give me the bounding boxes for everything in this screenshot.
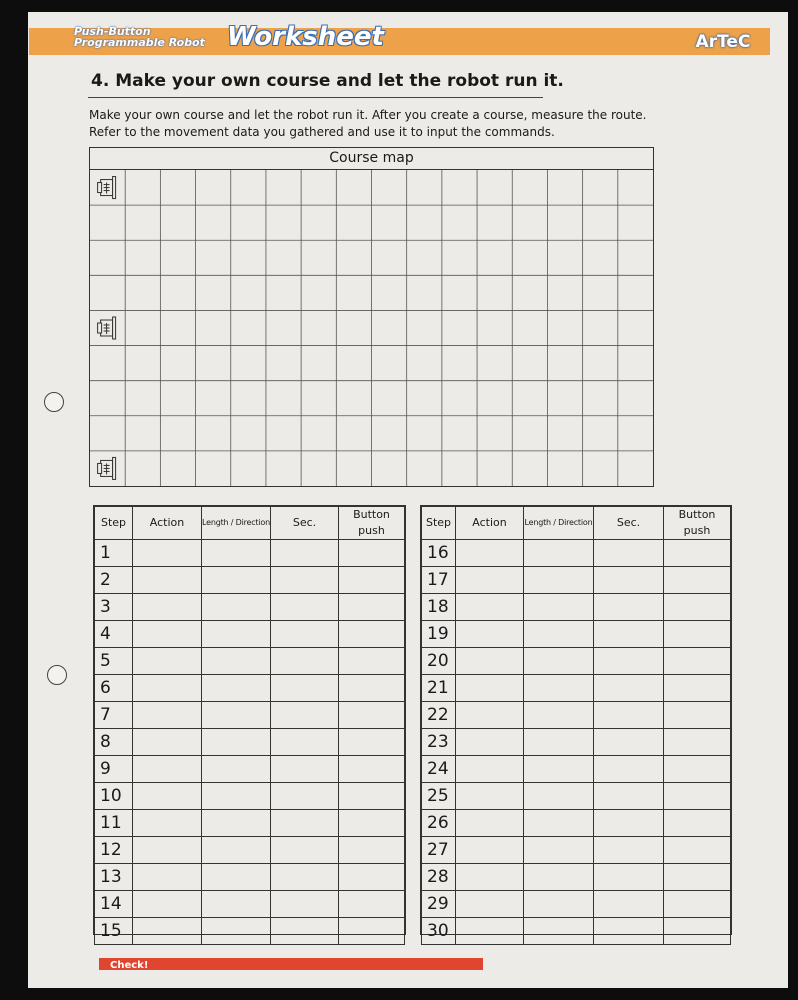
button-push-cell[interactable] (664, 783, 731, 810)
sec-cell[interactable] (271, 540, 339, 567)
table-row (95, 729, 405, 756)
sec-cell[interactable] (271, 837, 339, 864)
step-number: 11 (95, 810, 133, 837)
instruction-line-1: Make your own course and let the robot run it. After you create a course, measure the route. (89, 108, 647, 122)
action-cell[interactable] (133, 864, 202, 891)
action-cell[interactable] (133, 756, 202, 783)
step-number: 19 (422, 621, 456, 648)
action-cell[interactable] (133, 810, 202, 837)
button-push-cell[interactable] (339, 594, 405, 621)
step-number: 20 (422, 648, 456, 675)
table-row (422, 648, 731, 675)
table-header-row (422, 507, 731, 540)
button-push-cell[interactable] (664, 729, 731, 756)
table-row (95, 540, 405, 567)
length-direction-cell[interactable] (202, 891, 271, 918)
sec-cell[interactable] (594, 756, 664, 783)
action-cell[interactable] (133, 891, 202, 918)
table-row (95, 891, 405, 918)
sec-cell[interactable] (594, 729, 664, 756)
step-number: 21 (422, 675, 456, 702)
length-direction-cell[interactable] (524, 918, 594, 945)
step-number: 6 (95, 675, 133, 702)
length-direction-cell[interactable] (202, 783, 271, 810)
table-row (95, 810, 405, 837)
action-cell[interactable] (456, 918, 524, 945)
length-direction-cell[interactable] (202, 837, 271, 864)
length-direction-cell[interactable] (202, 594, 271, 621)
button-push-cell[interactable] (664, 648, 731, 675)
table-row (422, 675, 731, 702)
table-row (422, 891, 731, 918)
heading-underline (88, 97, 543, 98)
check-bar (99, 958, 483, 970)
action-cell[interactable] (456, 756, 524, 783)
button-push-cell[interactable] (339, 918, 405, 945)
instructions (89, 107, 646, 141)
table-row (422, 864, 731, 891)
button-push-cell[interactable] (339, 675, 405, 702)
sec-cell[interactable] (271, 567, 339, 594)
action-cell[interactable] (456, 810, 524, 837)
length-direction-cell[interactable] (524, 756, 594, 783)
sec-cell[interactable] (271, 702, 339, 729)
step-number: 13 (95, 864, 133, 891)
action-cell[interactable] (456, 675, 524, 702)
action-cell[interactable] (456, 783, 524, 810)
button-push-cell[interactable] (664, 702, 731, 729)
sec-cell[interactable] (271, 783, 339, 810)
action-cell[interactable] (456, 594, 524, 621)
action-cell[interactable] (133, 540, 202, 567)
binder-hole (47, 665, 67, 685)
length-direction-cell[interactable] (524, 621, 594, 648)
step-number: 24 (422, 756, 456, 783)
course-map (89, 147, 654, 487)
table-row (95, 702, 405, 729)
length-direction-cell[interactable] (524, 675, 594, 702)
sec-cell[interactable] (594, 810, 664, 837)
sec-cell[interactable] (271, 675, 339, 702)
length-direction-cell[interactable] (524, 891, 594, 918)
table-row (422, 621, 731, 648)
table-row (422, 783, 731, 810)
sec-cell[interactable] (271, 810, 339, 837)
action-cell[interactable] (456, 864, 524, 891)
worksheet-title: Worksheet (227, 22, 384, 52)
header-button-push: Button push (664, 507, 731, 540)
table-row (422, 810, 731, 837)
step-number: 1 (95, 540, 133, 567)
sec-cell[interactable] (594, 837, 664, 864)
action-cell[interactable] (133, 594, 202, 621)
length-direction-cell[interactable] (202, 729, 271, 756)
table-row (95, 864, 405, 891)
sec-cell[interactable] (594, 891, 664, 918)
course-map-title: Course map (90, 148, 653, 170)
button-push-cell[interactable] (664, 675, 731, 702)
artec-logo: ArTeC (695, 32, 751, 52)
length-direction-cell[interactable] (202, 756, 271, 783)
sec-cell[interactable] (271, 891, 339, 918)
header-step: Step (422, 507, 456, 540)
sec-cell[interactable] (594, 675, 664, 702)
step-number: 2 (95, 567, 133, 594)
length-direction-cell[interactable] (202, 810, 271, 837)
button-push-cell[interactable] (664, 567, 731, 594)
button-push-cell[interactable] (339, 837, 405, 864)
step-number: 26 (422, 810, 456, 837)
button-push-cell[interactable] (339, 810, 405, 837)
sec-cell[interactable] (594, 540, 664, 567)
step-number: 18 (422, 594, 456, 621)
step-number: 8 (95, 729, 133, 756)
button-push-cell[interactable] (339, 783, 405, 810)
step-number: 15 (95, 918, 133, 945)
sec-cell[interactable] (271, 594, 339, 621)
sec-cell[interactable] (594, 594, 664, 621)
step-number: 9 (95, 756, 133, 783)
table-row (95, 594, 405, 621)
sec-cell[interactable] (271, 864, 339, 891)
robot-top-view-icon (98, 457, 116, 479)
length-direction-cell[interactable] (524, 864, 594, 891)
header-length-direction: Length / Direction (524, 507, 594, 540)
button-push-cell[interactable] (339, 891, 405, 918)
action-cell[interactable] (133, 918, 202, 945)
course-map-grid[interactable] (90, 170, 653, 486)
step-number: 14 (95, 891, 133, 918)
length-direction-cell[interactable] (524, 810, 594, 837)
step-number: 25 (422, 783, 456, 810)
table-row (95, 918, 405, 945)
step-number: 5 (95, 648, 133, 675)
table-row (422, 702, 731, 729)
table-row (422, 918, 731, 945)
action-cell[interactable] (133, 648, 202, 675)
step-number: 22 (422, 702, 456, 729)
sec-cell[interactable] (594, 702, 664, 729)
sec-cell[interactable] (271, 756, 339, 783)
header-length-direction: Length / Direction (202, 507, 271, 540)
step-number: 16 (422, 540, 456, 567)
header-sec: Sec. (594, 507, 664, 540)
table-row (422, 756, 731, 783)
length-direction-cell[interactable] (524, 540, 594, 567)
table-row (95, 756, 405, 783)
button-push-cell[interactable] (339, 864, 405, 891)
button-push-cell[interactable] (339, 729, 405, 756)
action-cell[interactable] (456, 621, 524, 648)
length-direction-cell[interactable] (524, 729, 594, 756)
header-button-push: Button push (339, 507, 405, 540)
action-cell[interactable] (456, 540, 524, 567)
step-number: 29 (422, 891, 456, 918)
length-direction-cell[interactable] (524, 702, 594, 729)
button-push-cell[interactable] (664, 864, 731, 891)
table-row (95, 837, 405, 864)
button-push-cell[interactable] (339, 756, 405, 783)
step-number: 10 (95, 783, 133, 810)
table-row (422, 594, 731, 621)
section-heading: 4. Make your own course and let the robot run it. (91, 71, 564, 91)
action-cell[interactable] (456, 648, 524, 675)
sec-cell[interactable] (271, 621, 339, 648)
length-direction-cell[interactable] (202, 567, 271, 594)
table-row (422, 540, 731, 567)
length-direction-cell[interactable] (524, 594, 594, 621)
sec-cell[interactable] (271, 729, 339, 756)
header-action: Action (456, 507, 524, 540)
header-sec: Sec. (271, 507, 339, 540)
sec-cell[interactable] (594, 567, 664, 594)
sec-cell[interactable] (271, 918, 339, 945)
sec-cell[interactable] (594, 783, 664, 810)
length-direction-cell[interactable] (202, 621, 271, 648)
button-push-cell[interactable] (339, 621, 405, 648)
sec-cell[interactable] (594, 648, 664, 675)
step-number: 28 (422, 864, 456, 891)
brand-line-2: Programmable Robot (74, 36, 205, 49)
step-number: 12 (95, 837, 133, 864)
length-direction-cell[interactable] (524, 648, 594, 675)
header-action: Action (133, 507, 202, 540)
button-push-cell[interactable] (664, 918, 731, 945)
sec-cell[interactable] (594, 864, 664, 891)
step-number: 7 (95, 702, 133, 729)
sec-cell[interactable] (271, 648, 339, 675)
table-row (95, 675, 405, 702)
length-direction-cell[interactable] (524, 567, 594, 594)
length-direction-cell[interactable] (202, 648, 271, 675)
header-step: Step (95, 507, 133, 540)
table-header-row (95, 507, 405, 540)
action-cell[interactable] (133, 729, 202, 756)
step-number: 3 (95, 594, 133, 621)
length-direction-cell[interactable] (202, 702, 271, 729)
table-row (95, 567, 405, 594)
button-push-cell[interactable] (339, 567, 405, 594)
table-row (422, 729, 731, 756)
brand-line-1: Push-Button (74, 25, 151, 38)
action-cell[interactable] (133, 783, 202, 810)
table-row (422, 837, 731, 864)
table-row (95, 783, 405, 810)
action-cell[interactable] (133, 702, 202, 729)
action-cell[interactable] (456, 729, 524, 756)
action-cell[interactable] (456, 567, 524, 594)
length-direction-cell[interactable] (202, 675, 271, 702)
action-cell[interactable] (133, 567, 202, 594)
length-direction-cell[interactable] (524, 837, 594, 864)
button-push-cell[interactable] (664, 540, 731, 567)
sec-cell[interactable] (594, 621, 664, 648)
length-direction-cell[interactable] (202, 918, 271, 945)
button-push-cell[interactable] (664, 594, 731, 621)
button-push-cell[interactable] (664, 891, 731, 918)
button-push-cell[interactable] (664, 810, 731, 837)
action-cell[interactable] (133, 837, 202, 864)
length-direction-cell[interactable] (202, 864, 271, 891)
action-cell[interactable] (456, 702, 524, 729)
length-direction-cell[interactable] (202, 540, 271, 567)
action-cell[interactable] (133, 621, 202, 648)
button-push-cell[interactable] (664, 837, 731, 864)
button-push-cell[interactable] (339, 702, 405, 729)
table-row (95, 648, 405, 675)
table-row (95, 621, 405, 648)
action-cell[interactable] (133, 675, 202, 702)
steps-table-left (93, 505, 406, 941)
step-number: 30 (422, 918, 456, 945)
button-push-cell[interactable] (339, 648, 405, 675)
brand-logo (74, 26, 224, 50)
check-label: Check! (110, 960, 149, 971)
robot-top-view-icon (98, 177, 116, 199)
table-row (422, 567, 731, 594)
button-push-cell[interactable] (664, 621, 731, 648)
steps-table-right (420, 505, 732, 941)
length-direction-cell[interactable] (524, 783, 594, 810)
step-number: 4 (95, 621, 133, 648)
instruction-line-2: Refer to the movement data you gathered and use it to input the commands. (89, 125, 555, 139)
step-number: 17 (422, 567, 456, 594)
action-cell[interactable] (456, 837, 524, 864)
button-push-cell[interactable] (664, 756, 731, 783)
step-number: 23 (422, 729, 456, 756)
sec-cell[interactable] (594, 918, 664, 945)
robot-top-view-icon (98, 317, 116, 339)
action-cell[interactable] (456, 891, 524, 918)
step-number: 27 (422, 837, 456, 864)
binder-hole (44, 392, 64, 412)
button-push-cell[interactable] (339, 540, 405, 567)
